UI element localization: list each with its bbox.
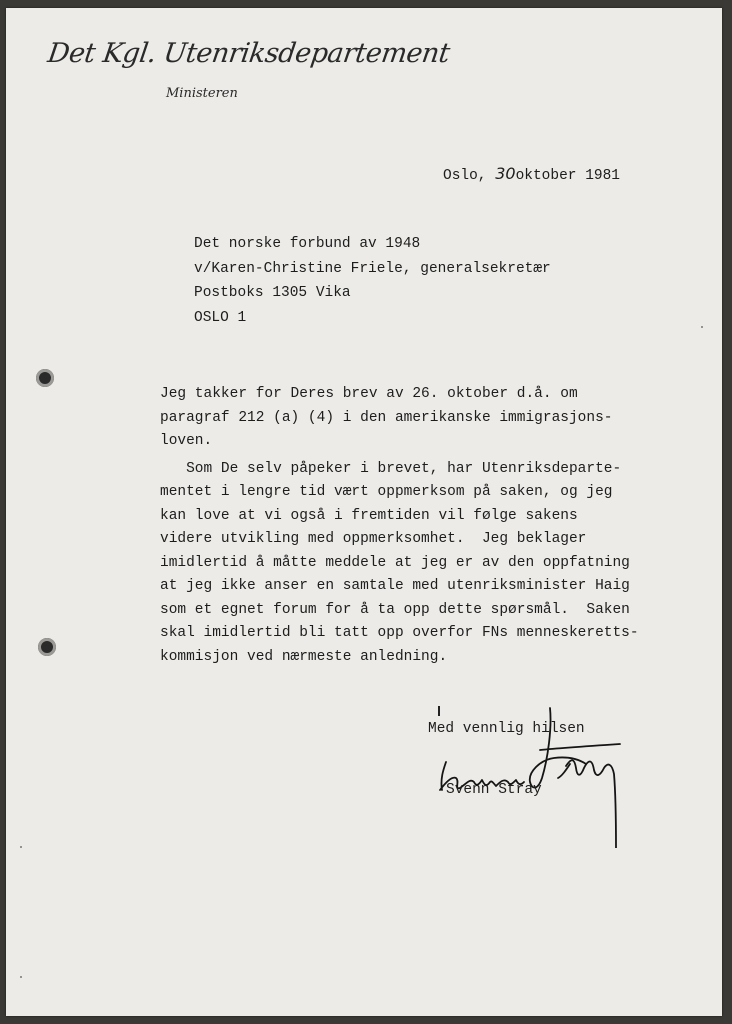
body-paragraph-2 (160, 458, 660, 670)
body-line: imidlertid å måtte meddele at jeg er av den oppfatning (160, 554, 630, 571)
paper-speck (20, 846, 22, 848)
letterhead-organization: Det Kgl. Utenriksdepartement (45, 38, 452, 69)
punch-hole (36, 369, 54, 387)
body-paragraph-1 (160, 383, 660, 454)
body-line: skal imidlertid bli tatt opp overfor FNs menneskeretts- (160, 625, 639, 641)
body-line: loven. (160, 433, 213, 449)
punch-hole (38, 638, 56, 656)
signature-image (430, 698, 630, 848)
body-line: at jeg ikke anser en samtale med utenriksminister Haig (160, 578, 630, 594)
date-place: Oslo, (443, 168, 487, 184)
date-month-year: oktober 1981 (515, 168, 620, 184)
address-line: v/Karen-Christine Friele, generalsekretær (194, 260, 551, 277)
body-line: mentet i lengre tid vært oppmerksom på saken, og jeg (160, 484, 613, 500)
body-line: Jeg takker for Deres brev av 26. oktober d.å. om (160, 386, 578, 402)
body-line: videre utvikling med oppmerksomhet. Jeg beklager (160, 531, 587, 547)
letterhead-office: Ministeren (166, 86, 238, 101)
letter-page (6, 8, 722, 1016)
body-line: paragraf 212 (a) (4) i den amerikanske immigrasjons- (160, 409, 613, 426)
paper-speck (20, 976, 22, 978)
paper-speck (701, 326, 703, 328)
address-line: Det norske forbund av 1948 (194, 236, 421, 252)
letter-date (443, 164, 620, 184)
recipient-address (194, 232, 551, 330)
body-line: Som De selv påpeker i brevet, har Utenriksdeparte- (160, 460, 622, 477)
address-line: Postboks 1305 Vika (194, 285, 351, 301)
address-line: OSLO 1 (194, 309, 247, 326)
body-line: kan love at vi også i fremtiden vil følge sakens (160, 507, 578, 524)
body-line: kommisjon ved nærmeste anledning. (160, 648, 448, 665)
signer-name: Svenn Stray (446, 782, 542, 798)
body-line: som et egnet forum for å ta opp dette spørsmål. Saken (160, 601, 630, 618)
date-day: 30 (495, 164, 516, 183)
closing-salutation: Med vennlig hilsen (428, 721, 585, 737)
letter-body (160, 383, 660, 673)
